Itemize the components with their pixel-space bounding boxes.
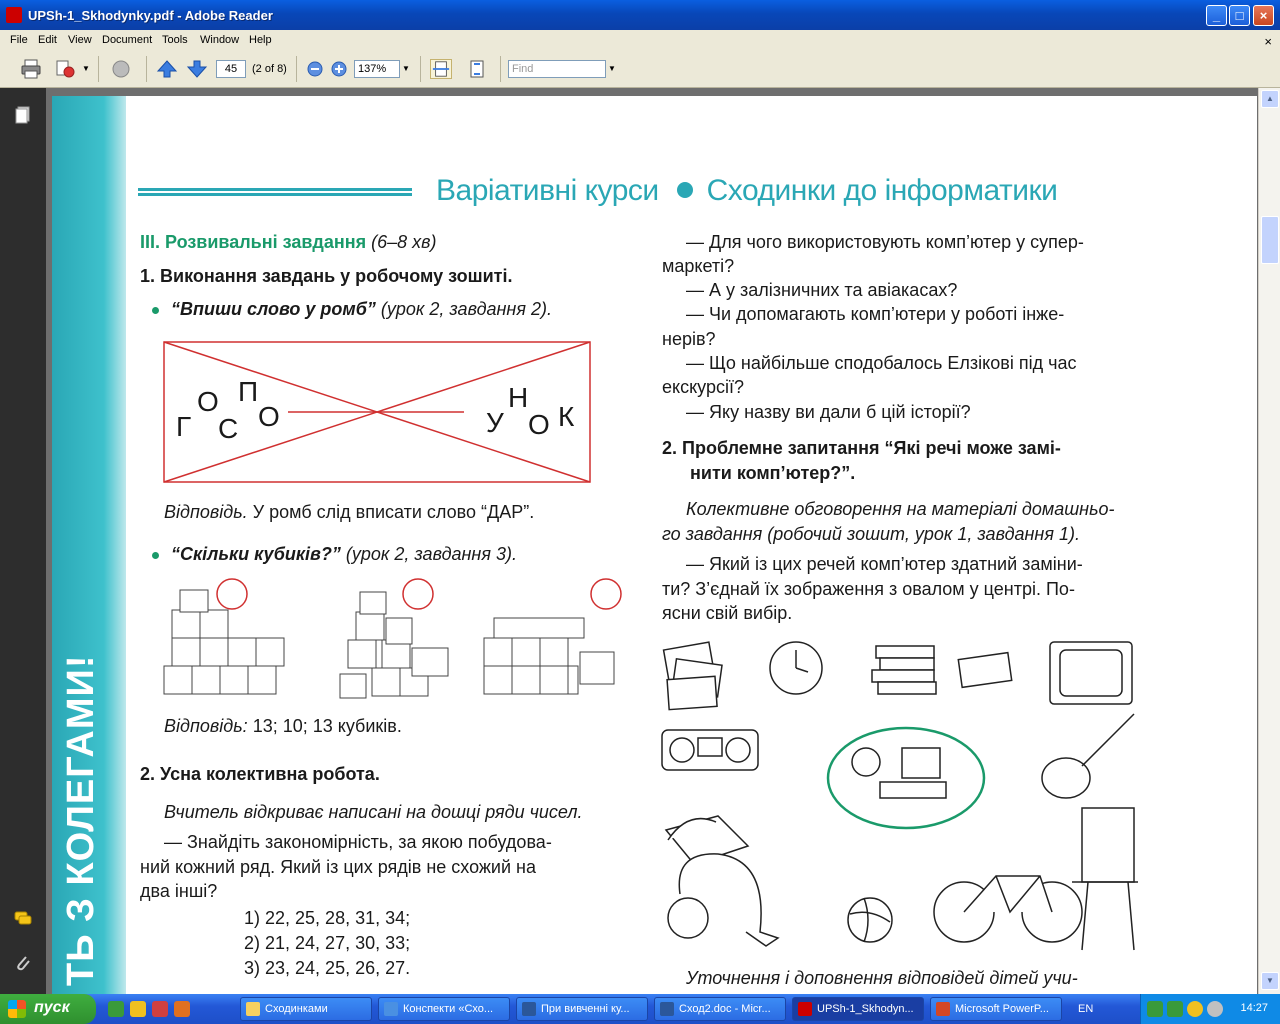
scroll-thumb[interactable] (1261, 216, 1279, 264)
collaborate-icon[interactable] (110, 59, 132, 79)
tray-icon[interactable] (1147, 1001, 1163, 1017)
menu-help[interactable]: Help (249, 34, 272, 46)
diamond-letter: О (258, 401, 280, 432)
menu-view[interactable]: View (68, 34, 92, 46)
header-dot (677, 182, 693, 198)
task2-intro: Вчитель відкриває написані на дошці ряди чисел. (164, 802, 583, 822)
diamond-letter: О (528, 409, 550, 440)
header-left: Варіативні курси (436, 174, 659, 207)
diamond-letter: О (197, 386, 219, 417)
right-task-heading: нити комп’ютер?”. (690, 463, 856, 483)
objects-illustration (658, 632, 1148, 952)
taskbar-item[interactable]: Сход2.doc - Micr... (654, 997, 786, 1021)
zoom-in-icon[interactable] (328, 59, 350, 79)
page-number-input[interactable]: 45 (216, 60, 246, 78)
computer-oval-icon (828, 728, 984, 828)
zoom-dropdown-icon[interactable]: ▼ (402, 64, 410, 73)
bullet1: “Впиши слово у ромб” (урок 2, завдання 2). (152, 299, 552, 320)
menu-window[interactable]: Window (200, 34, 240, 46)
document-close-icon[interactable]: × (1264, 34, 1272, 49)
taskbar-item[interactable]: Microsoft PowerP... (930, 997, 1062, 1021)
toolbar-separator (500, 56, 501, 82)
diamond-letter: У (486, 407, 504, 438)
page-count-label: (2 of 8) (252, 63, 287, 75)
scroll-down-icon[interactable]: ▼ (1261, 972, 1279, 990)
zoom-out-icon[interactable] (304, 59, 326, 79)
right-paragraph: ясни свій вибір. (662, 603, 793, 623)
number-row: 2) 21, 24, 27, 30, 33; (244, 933, 411, 953)
task2-question: два інші? (140, 881, 218, 901)
start-button[interactable]: пуск (0, 994, 96, 1024)
menu-document[interactable]: Document (102, 34, 153, 46)
side-band-text: ТЬ З КОЛЕГАМИ! (60, 654, 102, 986)
diamond-letter: Г (176, 411, 192, 442)
tv-icon (1050, 642, 1132, 704)
quicklaunch-chrome-icon[interactable] (130, 1001, 146, 1017)
maximize-button[interactable]: □ (1229, 5, 1250, 26)
section-title: III. Розвивальні завдання (6–8 хв) (140, 232, 437, 252)
right-question: — Яку назву ви дали б цій історії? (686, 402, 971, 422)
bicycle-icon (934, 876, 1082, 942)
close-button[interactable]: × (1253, 5, 1274, 26)
find-dropdown-icon[interactable]: ▼ (608, 64, 616, 73)
right-paragraph: — Який із цих речей комп’ютер здатний заміни- (686, 554, 1083, 574)
toolbar-separator (420, 56, 421, 82)
taskbar-item[interactable]: Сходинками (240, 997, 372, 1021)
navigation-pane (0, 88, 46, 994)
adobe-reader-icon (798, 1002, 812, 1016)
easel-icon (1072, 808, 1138, 950)
previous-page-icon[interactable] (156, 59, 178, 79)
attachments-panel-icon[interactable] (14, 954, 32, 972)
right-intro: Колективне обговорення на матеріалі домашньо- (686, 499, 1115, 519)
bullet2: “Скільки кубиків?” (урок 2, завдання 3). (152, 544, 517, 565)
word-icon (522, 1002, 536, 1016)
books-icon (872, 646, 936, 694)
clock-icon (770, 642, 822, 694)
diamond-letter: С (218, 413, 239, 444)
diamond-letter: Н (508, 382, 529, 413)
pages-panel-icon[interactable] (14, 106, 32, 124)
right-question: екскурсії? (662, 377, 744, 397)
share-document-icon[interactable] (54, 59, 76, 79)
right-intro: го завдання (робочий зошит, урок 1, завдання 1). (662, 524, 1080, 544)
answer2: Відповідь: 13; 10; 13 кубиків. (164, 716, 402, 736)
task2-heading: 2. Усна колективна робота. (140, 764, 380, 784)
taskbar (0, 994, 1280, 1024)
vertical-scrollbar[interactable] (1258, 88, 1280, 994)
quicklaunch-icon[interactable] (108, 1001, 124, 1017)
tray-icon[interactable] (1207, 1001, 1223, 1017)
toolbar-separator (296, 56, 297, 82)
zoom-level-input[interactable]: 137% (354, 60, 400, 78)
scroll-up-icon[interactable]: ▲ (1261, 90, 1279, 108)
find-input[interactable]: Find (508, 60, 606, 78)
tray-icon[interactable] (1167, 1001, 1183, 1017)
answer1: Відповідь. У ромб слід вписати слово “ДАР”. (164, 502, 535, 522)
language-indicator[interactable]: EN (1078, 1003, 1094, 1015)
clock: 14:27 (1240, 1002, 1268, 1014)
page-header (436, 174, 1057, 208)
fit-page-icon[interactable] (466, 59, 488, 79)
right-question: — Для чого використовують комп’ютер у супер- (686, 232, 1084, 252)
powerpoint-icon (936, 1002, 950, 1016)
adobe-reader-icon (6, 7, 22, 23)
menu-tools[interactable]: Tools (162, 34, 188, 46)
title-bar (0, 0, 1280, 30)
taskbar-item-active[interactable]: UPSh-1_Skhodyn... (792, 997, 924, 1021)
fit-width-icon[interactable] (430, 59, 452, 79)
page-side-band (52, 96, 126, 994)
right-question: маркеті? (662, 256, 735, 276)
right-task-heading: 2. Проблемне запитання “Які речі може замі- (662, 438, 1061, 458)
number-row: 1) 22, 25, 28, 31, 34; (244, 908, 411, 928)
toolbar-separator (98, 56, 99, 82)
cassette-player-icon (662, 730, 758, 770)
ie-icon (384, 1002, 398, 1016)
tray-icon[interactable] (1187, 1001, 1203, 1017)
system-tray (1140, 994, 1280, 1024)
taskbar-item[interactable]: При вивченні ку... (516, 997, 648, 1021)
diamond-letter: П (238, 376, 259, 407)
word-icon (660, 1002, 674, 1016)
quicklaunch-opera-icon[interactable] (152, 1001, 168, 1017)
calculator-icon (958, 653, 1011, 688)
folder-icon (246, 1002, 260, 1016)
menu-bar (0, 30, 1280, 50)
share-dropdown-icon[interactable]: ▼ (82, 64, 90, 73)
toolbar-separator (146, 56, 147, 82)
windows-logo-icon (8, 1000, 26, 1018)
quicklaunch-firefox-icon[interactable] (174, 1001, 190, 1017)
diamond-letter: К (558, 401, 575, 432)
task1-heading: 1. Виконання завдань у робочому зошиті. (140, 266, 513, 286)
right-question: нерів? (662, 329, 716, 349)
taskbar-item[interactable]: Конспекти «Схо... (378, 997, 510, 1021)
toolbar (0, 50, 1280, 88)
menu-edit[interactable]: Edit (38, 34, 57, 46)
vacuum-cleaner-icon (668, 854, 778, 946)
guitar-icon (1042, 714, 1134, 798)
header-right: Сходинки до інформатики (706, 174, 1058, 207)
number-row: 3) 23, 24, 25, 26, 27. (244, 958, 411, 978)
cubes-figure (160, 578, 630, 708)
minimize-button[interactable]: _ (1206, 5, 1227, 26)
print-icon[interactable] (20, 59, 42, 79)
envelopes-icon (664, 642, 722, 710)
right-question: — Чи допомагають комп’ютери у роботі інже- (686, 304, 1065, 324)
right-paragraph: ти? З’єднай їх зображення з овалом у центрі. По- (662, 579, 1075, 599)
bullet-icon (152, 307, 159, 314)
task2-question: — Знайдіть закономірність, за якою побудова- (164, 832, 552, 852)
bullet-icon (152, 552, 159, 559)
right-question: — А у залізничних та авіакасах? (686, 280, 958, 300)
next-page-icon[interactable] (186, 59, 208, 79)
task2-question: ний кожний ряд. Який із цих рядів не схожий на (140, 857, 536, 877)
pdf-page (52, 96, 1257, 994)
window-title: UPSh-1_Skhodynky.pdf - Adobe Reader (28, 8, 273, 23)
right-bottom-text: Уточнення і доповнення відповідей дітей учи- (686, 968, 1078, 988)
ball-icon (848, 898, 892, 942)
menu-file[interactable]: File (10, 34, 28, 46)
right-question: — Що найбільше сподобалось Елзікові під час (686, 353, 1077, 373)
header-rule (138, 188, 412, 191)
comments-panel-icon[interactable] (14, 910, 32, 928)
